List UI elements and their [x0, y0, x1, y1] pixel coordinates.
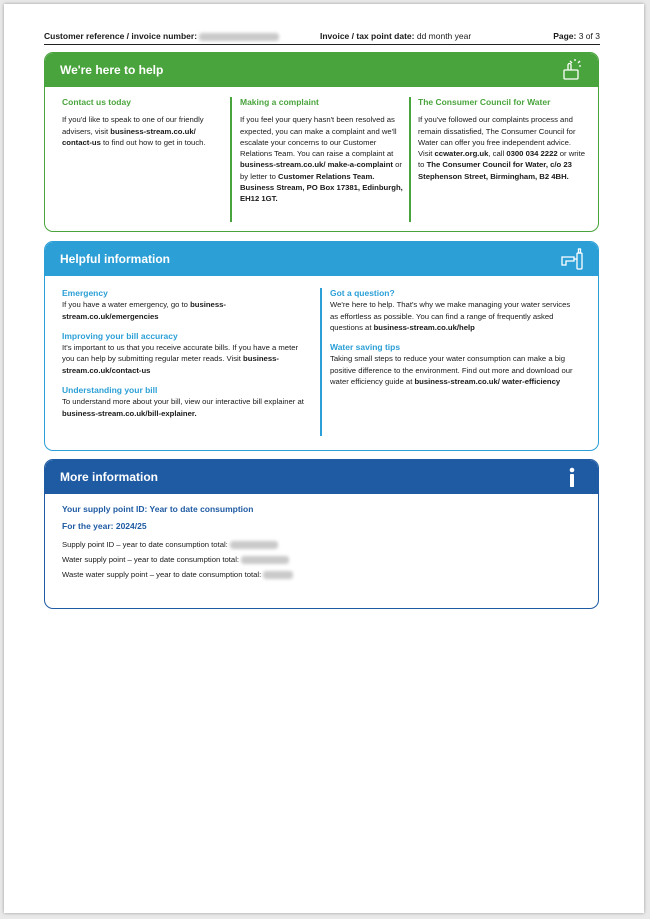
understanding-bill-text: To understand more about your bill, view our interactive bill explainer at: [62, 397, 304, 407]
complaint-address: Customer Relations Team. Business Stream, PO Box 17381, Edinburgh, EH12 1GT.: [240, 171, 403, 204]
consumer-council-text-2: , call: [488, 149, 507, 159]
water-saving-section: [330, 342, 580, 387]
complaint-link[interactable]: business-stream.co.uk/ make-a-complaint: [240, 160, 393, 170]
info-icon: [560, 465, 584, 489]
helpful-information-panel: [44, 241, 599, 451]
help-panel-title: We're here to help: [60, 63, 164, 77]
consumer-council-title: The Consumer Council for Water: [418, 97, 551, 107]
understanding-bill-title: Understanding your bill: [62, 385, 158, 396]
page-header-bar: [44, 28, 600, 45]
emergency-section: [62, 288, 307, 322]
more-information-panel: [44, 459, 599, 609]
supply-point-total-row: [62, 540, 293, 549]
invoice-date-value: dd month year: [416, 31, 472, 41]
invoice-date-label: Invoice / tax point date:: [320, 31, 415, 41]
bill-accuracy-title: Improving your bill accuracy: [62, 330, 178, 341]
page-number: [553, 31, 600, 41]
water-saving-link[interactable]: business-stream.co.uk/ water-efficiency: [414, 377, 561, 387]
consumer-council-section: [418, 97, 586, 182]
question-title: Got a question?: [330, 288, 395, 298]
bill-accuracy-text: It's important to us that you receive accurate bills. If you have a meter you can help by submitting regular meter reads. Visit: [62, 343, 299, 364]
water-tap-icon: [560, 247, 584, 271]
supply-point-total-value: [230, 541, 278, 549]
waste-water-total-value: [263, 571, 293, 579]
helpful-right-column: [330, 288, 580, 396]
contact-us-title: Contact us today: [62, 97, 131, 107]
waste-water-total-row: [62, 570, 293, 579]
question-section: [330, 288, 580, 333]
consumer-council-text-3: or write to: [418, 149, 585, 170]
water-supply-total-label: Water supply point – year to date consumption total:: [62, 555, 240, 564]
question-link[interactable]: business-stream.co.uk/help: [373, 322, 475, 332]
water-saving-text: Taking small steps to reduce your water consumption can make a big positive difference to the environment. Find out more and download our water efficiency guide at: [330, 354, 573, 387]
contact-us-text-2: to find out how to get in touch.: [100, 137, 206, 147]
more-information-header: [45, 460, 598, 494]
understanding-bill-link[interactable]: business-stream.co.uk/bill-explainer.: [62, 408, 197, 418]
contact-us-text: If you'd like to speak to one of our friendly advisers, visit: [62, 115, 204, 136]
more-information-title: More information: [60, 470, 158, 484]
complaint-text-2: or by letter to: [240, 160, 402, 181]
column-divider: [230, 97, 232, 222]
emergency-title: Emergency: [62, 288, 108, 298]
consumption-subtitle: Your supply point ID: Year to date consumption: [62, 504, 254, 514]
consumer-council-text: If you've followed our complaints process and remain dissatisfied, The Consumer Council for Water can offer you free independent advice. Visit: [418, 115, 576, 159]
complaint-text: If you feel your query hasn't been resolved as expected, you can make a complaint and we'll escalate your concerns to our Customer Relations Team. You can raise a complaint at: [240, 115, 397, 159]
helpful-left-column: [62, 288, 307, 428]
consumer-council-phone: 0300 034 2222: [506, 149, 558, 159]
page-number-label: Page:: [553, 31, 577, 41]
understanding-bill-section: [62, 385, 307, 419]
question-text: We're here to help. That's why we make managing your water services as effortless as possible. You can find a range of frequently asked questions at: [330, 300, 571, 332]
waste-water-total-label: Waste water supply point – year to date consumption total:: [62, 570, 262, 579]
consumer-council-address: The Consumer Council for Water, c/o 23 Stephenson Street, Birmingham, B2 4BH.: [418, 160, 572, 181]
emergency-link[interactable]: business-stream.co.uk/emergencies: [62, 300, 226, 321]
contact-us-section: [62, 97, 222, 148]
helpful-information-title: Helpful information: [60, 252, 170, 266]
emergency-text: If you have a water emergency, go to: [62, 300, 191, 310]
customer-reference-label: Customer reference / invoice number:: [44, 31, 198, 41]
hand-bell-icon: [560, 58, 584, 82]
complaint-section: [240, 97, 404, 205]
consumer-council-link[interactable]: ccwater.org.uk: [434, 149, 489, 159]
consumption-section: [62, 504, 293, 579]
invoice-date: [320, 31, 471, 41]
consumption-year: For the year: 2024/25: [62, 521, 147, 531]
supply-point-total-label: Supply point ID – year to date consumption total:: [62, 540, 228, 549]
column-divider: [409, 97, 411, 222]
help-panel-header: [45, 53, 598, 87]
contact-us-link[interactable]: business-stream.co.uk/ contact-us: [62, 126, 196, 147]
customer-reference: [44, 31, 279, 41]
bill-accuracy-section: [62, 331, 307, 376]
helpful-information-header: [45, 242, 598, 276]
water-supply-total-value: [241, 556, 289, 564]
column-divider: [320, 288, 322, 436]
water-supply-total-row: [62, 555, 293, 564]
water-saving-title: Water saving tips: [330, 342, 401, 353]
customer-reference-value: [199, 33, 279, 41]
help-panel: [44, 52, 599, 232]
page-number-value: 3 of 3: [578, 31, 600, 41]
bill-accuracy-link[interactable]: business-stream.co.uk/contact-us: [62, 354, 279, 375]
complaint-title: Making a complaint: [240, 97, 319, 107]
